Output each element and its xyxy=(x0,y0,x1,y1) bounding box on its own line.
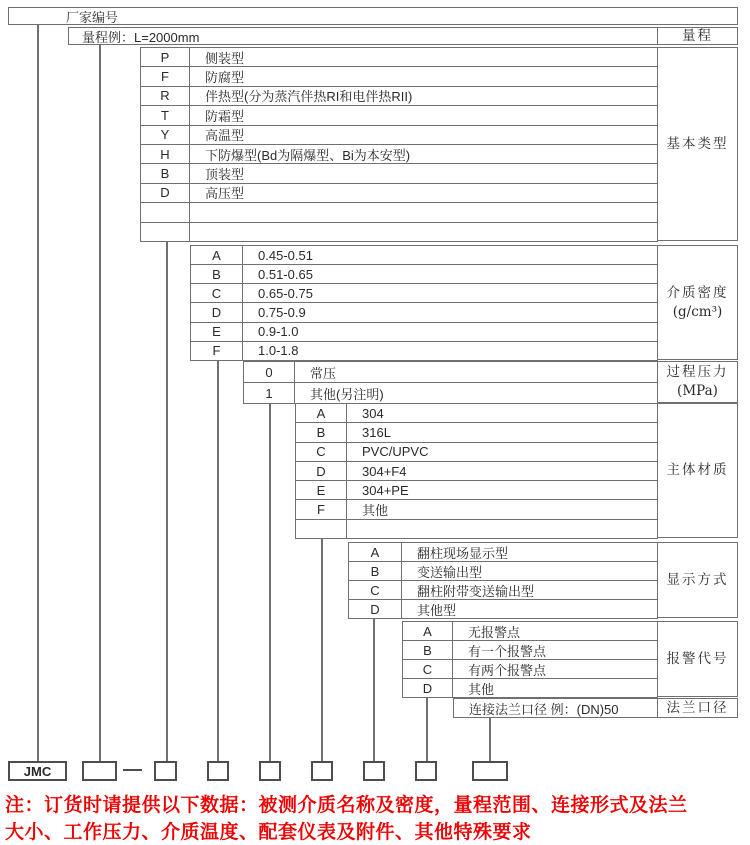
category-label-display-mode: 显示方式 xyxy=(657,542,738,618)
code-cell: P xyxy=(140,48,190,66)
connector-line xyxy=(269,403,271,761)
table-row xyxy=(295,404,658,423)
desc-cell: PVC/UPVC xyxy=(347,443,658,461)
model-code-box-alarm xyxy=(415,761,437,781)
model-code-box-material xyxy=(311,761,333,781)
desc-cell: 防腐型 xyxy=(190,67,658,85)
desc-cell: 0.9-1.0 xyxy=(243,323,658,341)
table-row xyxy=(295,500,658,519)
code-cell: D xyxy=(140,184,190,202)
table-row xyxy=(348,600,658,619)
desc-cell: 有一个报警点 xyxy=(453,641,658,659)
range-label: 量程例：L=2000mm xyxy=(82,29,200,45)
code-cell: B xyxy=(402,641,453,659)
code-cell: A xyxy=(402,622,453,640)
code-cell: T xyxy=(140,106,190,124)
table-row xyxy=(190,265,658,284)
table-row xyxy=(140,67,658,86)
basic-type-table xyxy=(140,47,658,242)
table-row xyxy=(140,164,658,183)
manufacturer-bar xyxy=(8,7,738,25)
desc-cell: 常压 xyxy=(295,362,658,382)
code-cell: R xyxy=(140,87,190,105)
table-row xyxy=(295,520,658,539)
table-row xyxy=(295,462,658,481)
table-row xyxy=(140,48,658,67)
code-cell: D xyxy=(348,600,402,618)
code-cell: D xyxy=(295,462,347,480)
code-cell: H xyxy=(140,145,190,163)
table-row xyxy=(140,106,658,125)
flange-diameter-row: 连接法兰口径 例：(DN)50 xyxy=(453,698,658,718)
code-cell xyxy=(140,203,190,221)
desc-cell: 其他(另注明) xyxy=(295,383,658,403)
code-cell: B xyxy=(140,164,190,182)
range-bar xyxy=(68,27,658,45)
model-code-box-density xyxy=(207,761,229,781)
table-row xyxy=(402,660,658,679)
table-row xyxy=(295,481,658,500)
desc-cell: 0.51-0.65 xyxy=(243,265,658,283)
code-cell: F xyxy=(140,67,190,85)
code-cell: A xyxy=(190,246,243,264)
category-label-body-material: 主体材质 xyxy=(657,403,738,538)
code-cell: 0 xyxy=(243,362,295,382)
desc-cell: 无报警点 xyxy=(453,622,658,640)
desc-cell xyxy=(190,223,658,241)
table-row xyxy=(140,126,658,145)
table-row xyxy=(402,622,658,641)
table-row xyxy=(190,284,658,303)
category-label-basic-type: 基本类型 xyxy=(657,47,738,241)
model-prefix-box: JMC xyxy=(8,761,67,781)
code-cell: E xyxy=(190,323,243,341)
connector-line xyxy=(426,697,428,761)
code-cell: 1 xyxy=(243,383,295,403)
table-row xyxy=(295,443,658,462)
code-cell xyxy=(140,223,190,241)
connector-line xyxy=(166,241,168,761)
table-row xyxy=(348,562,658,581)
desc-cell: 侧装型 xyxy=(190,48,658,66)
table-row xyxy=(140,184,658,203)
model-code-box-flange xyxy=(472,761,508,781)
ordering-note-line2: 大小、工作压力、介质温度、配套仪表及附件、其他特殊要求 xyxy=(5,822,532,843)
code-cell: B xyxy=(348,562,402,580)
table-row xyxy=(140,145,658,164)
model-code-box-display xyxy=(363,761,385,781)
connector-line xyxy=(99,44,101,761)
connector-line xyxy=(489,718,491,761)
connector-line xyxy=(373,618,375,761)
code-cell: C xyxy=(348,581,402,599)
table-row xyxy=(348,581,658,600)
code-cell: F xyxy=(295,500,347,518)
desc-cell: 304+F4 xyxy=(347,462,658,480)
code-cell: C xyxy=(190,284,243,302)
desc-cell: 1.0-1.8 xyxy=(243,342,658,360)
code-cell: C xyxy=(295,443,347,461)
desc-cell: 伴热型(分为蒸汽伴热RI和电伴热RII) xyxy=(190,87,658,105)
code-cell: F xyxy=(190,342,243,360)
code-cell: A xyxy=(348,543,402,561)
model-code-box-pressure xyxy=(259,761,281,781)
connector-line xyxy=(321,538,323,761)
ordering-note-line1: 注：订货时请提供以下数据：被测介质名称及密度，量程范围、连接形式及法兰 xyxy=(5,795,688,816)
code-cell: B xyxy=(295,423,347,441)
category-label-flange-diameter: 法兰口径 xyxy=(657,698,738,718)
table-row xyxy=(295,423,658,442)
code-cell: A xyxy=(295,404,347,422)
code-cell: Y xyxy=(140,126,190,144)
desc-cell: 高温型 xyxy=(190,126,658,144)
process-pressure-table xyxy=(243,361,658,404)
body-material-table xyxy=(295,403,658,539)
desc-cell: 304 xyxy=(347,404,658,422)
category-label-alarm-code: 报警代号 xyxy=(657,621,738,697)
ordering-note xyxy=(5,792,747,845)
table-row xyxy=(243,362,658,383)
alarm-code-table xyxy=(402,621,658,698)
desc-cell: 304+PE xyxy=(347,481,658,499)
code-cell: E xyxy=(295,481,347,499)
dash-separator xyxy=(123,769,142,771)
table-row xyxy=(140,87,658,106)
display-mode-table xyxy=(348,542,658,619)
desc-cell xyxy=(190,203,658,221)
connector-line xyxy=(217,360,219,761)
desc-cell: 0.45-0.51 xyxy=(243,246,658,264)
model-code-box-range xyxy=(82,761,117,781)
table-row xyxy=(190,323,658,342)
desc-cell: 有两个报警点 xyxy=(453,660,658,678)
connector-line xyxy=(37,25,39,761)
code-cell xyxy=(295,520,347,538)
desc-cell: 翻柱附带变送输出型 xyxy=(402,581,658,599)
desc-cell: 变送输出型 xyxy=(402,562,658,580)
code-cell: D xyxy=(402,679,453,697)
medium-density-table xyxy=(190,245,658,361)
desc-cell: 0.75-0.9 xyxy=(243,303,658,321)
desc-cell: 高压型 xyxy=(190,184,658,202)
table-row xyxy=(140,203,658,222)
table-row xyxy=(190,342,658,361)
category-label-process-pressure: 过程压力 (MPa) xyxy=(657,361,738,403)
desc-cell: 0.65-0.75 xyxy=(243,284,658,302)
table-row xyxy=(140,223,658,242)
table-row xyxy=(190,246,658,265)
desc-cell xyxy=(347,520,658,538)
desc-cell: 316L xyxy=(347,423,658,441)
category-label-range: 量程 xyxy=(657,27,738,45)
table-row xyxy=(243,383,658,404)
table-row xyxy=(190,303,658,322)
manufacturer-label: 厂家编号 xyxy=(66,9,119,25)
code-cell: B xyxy=(190,265,243,283)
model-code-box-basic-type xyxy=(154,761,177,781)
desc-cell: 防霜型 xyxy=(190,106,658,124)
code-cell: C xyxy=(402,660,453,678)
table-row xyxy=(402,679,658,698)
table-row xyxy=(348,543,658,562)
code-cell: D xyxy=(190,303,243,321)
table-row xyxy=(402,641,658,660)
desc-cell: 顶装型 xyxy=(190,164,658,182)
desc-cell: 其他 xyxy=(453,679,658,697)
desc-cell: 翻柱现场显示型 xyxy=(402,543,658,561)
desc-cell: 其他 xyxy=(347,500,658,518)
desc-cell: 其他型 xyxy=(402,600,658,618)
category-label-medium-density: 介质密度 (g/cm³) xyxy=(657,245,738,360)
desc-cell: 下防爆型(Bd为隔爆型、Bi为本安型) xyxy=(190,145,658,163)
